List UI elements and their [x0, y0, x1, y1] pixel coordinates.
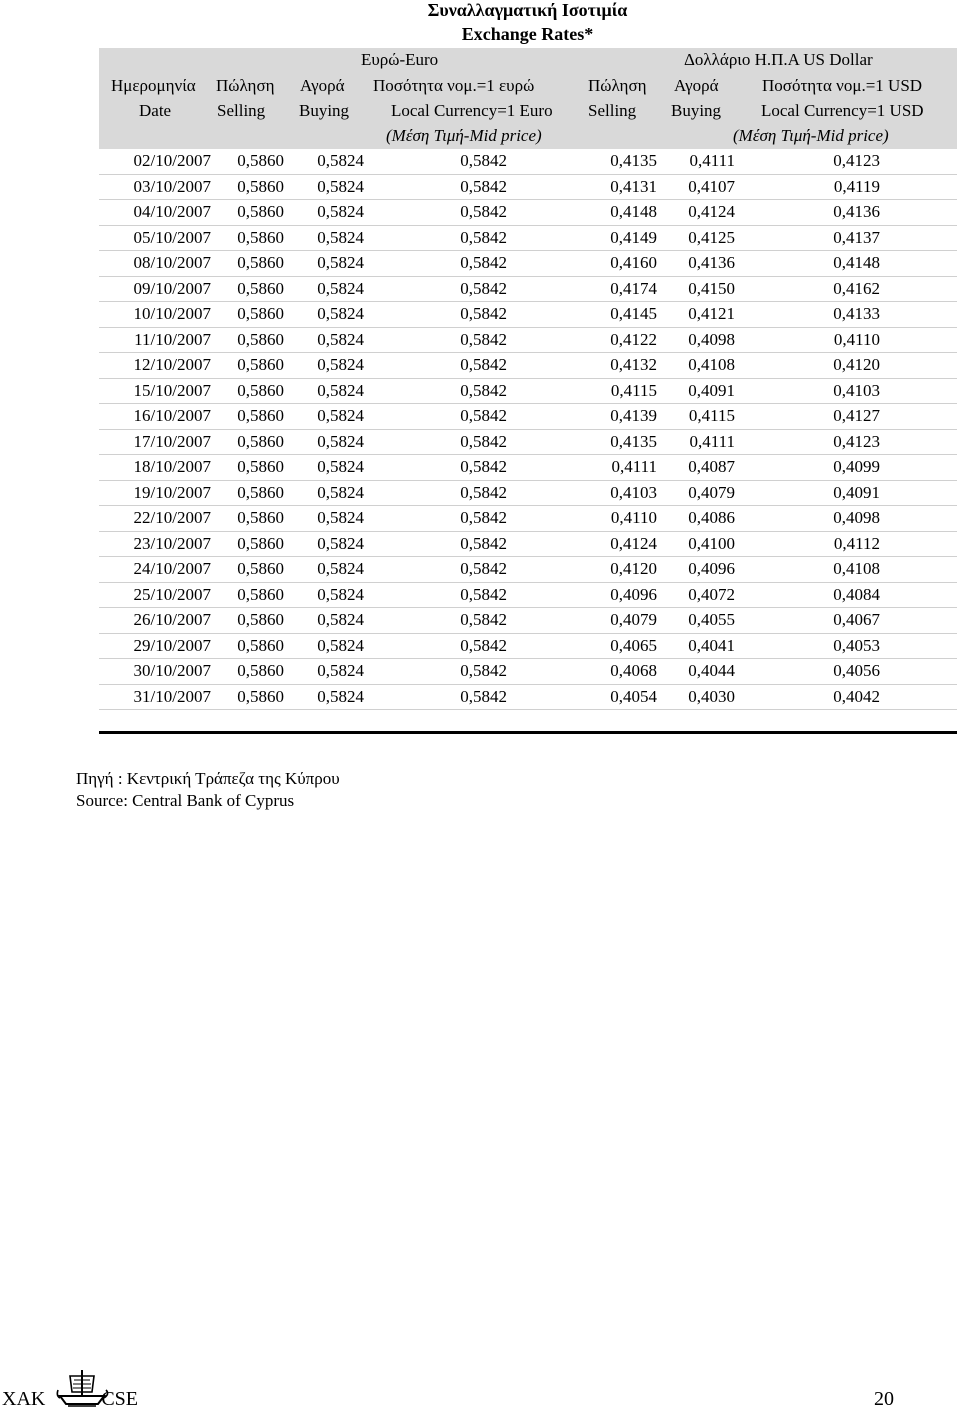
cell-euro-mid: 0,5842: [460, 610, 507, 629]
cell-usd-mid: 0,4108: [833, 559, 880, 578]
cell-euro-mid: 0,5842: [460, 304, 507, 323]
cell-euro-buying: 0,5824: [317, 304, 364, 323]
header-usd-mid-price: (Μέση Τιμή-Mid price): [733, 126, 889, 145]
cell-usd-selling: 0,4110: [610, 508, 657, 527]
cell-euro-mid: 0,5842: [460, 278, 507, 298]
header-usd-selling-gr: Πώληση: [588, 76, 647, 95]
header-date-gr: Ημερομηνία: [111, 76, 196, 95]
table-row: [99, 404, 957, 430]
cell-euro-selling: 0,5860: [237, 253, 284, 272]
cell-euro-mid: 0,5842: [460, 686, 507, 706]
cell-usd-buying: 0,4115: [688, 406, 735, 425]
cell-usd-selling: 0,4149: [610, 227, 657, 247]
cell-euro-buying: 0,5824: [317, 278, 364, 298]
cell-date: 30/10/2007: [133, 661, 211, 680]
cell-usd-buying: 0,4121: [688, 304, 735, 323]
header-usd-local-gr: Ποσότητα νομ.=1 USD: [762, 76, 923, 95]
cell-date: 22/10/2007: [133, 508, 211, 527]
cell-euro-buying: 0,5824: [317, 533, 364, 553]
table-row: [99, 608, 957, 634]
table-row: [99, 379, 957, 405]
cell-euro-selling: 0,5860: [237, 202, 284, 221]
cell-euro-buying: 0,5824: [317, 457, 364, 476]
footer-logo-text-right: CSE: [101, 1388, 139, 1410]
cell-usd-selling: 0,4115: [610, 380, 657, 400]
cell-euro-buying: 0,5824: [317, 559, 364, 578]
table-row: [99, 557, 957, 583]
cell-euro-selling: 0,5860: [237, 559, 284, 578]
table-row: [99, 583, 957, 609]
cell-usd-mid: 0,4110: [833, 329, 880, 349]
cell-euro-buying: 0,5824: [317, 661, 364, 680]
cell-euro-mid: 0,5842: [460, 457, 507, 476]
cell-usd-selling: 0,4079: [610, 610, 657, 629]
cell-usd-buying: 0,4041: [688, 635, 735, 655]
cell-euro-buying: 0,5824: [317, 610, 364, 629]
cell-usd-mid: 0,4162: [833, 278, 880, 298]
table-row: [99, 685, 957, 711]
cell-euro-selling: 0,5860: [237, 686, 284, 706]
ship-icon: [52, 1366, 112, 1410]
cell-date: 08/10/2007: [133, 253, 211, 272]
cell-usd-buying: 0,4111: [689, 431, 735, 451]
page-number: 20: [874, 1388, 894, 1410]
cell-date: 26/10/2007: [133, 610, 211, 629]
cell-usd-selling: 0,4135: [610, 151, 657, 170]
header-euro-mid-price: (Μέση Τιμή-Mid price): [386, 126, 542, 145]
cell-usd-mid: 0,4099: [833, 457, 880, 476]
cell-euro-selling: 0,5860: [237, 661, 284, 680]
cell-usd-mid: 0,4091: [833, 482, 880, 502]
cell-euro-mid: 0,5842: [460, 176, 507, 196]
cell-usd-buying: 0,4125: [688, 227, 735, 247]
cell-usd-selling: 0,4124: [610, 533, 657, 553]
cell-date: 05/10/2007: [133, 227, 211, 247]
table-row: [99, 430, 957, 456]
cell-euro-buying: 0,5824: [317, 635, 364, 655]
cell-euro-buying: 0,5824: [317, 176, 364, 196]
cell-date: 24/10/2007: [133, 559, 211, 578]
cell-usd-selling: 0,4135: [610, 431, 657, 451]
header-date-en: Date: [139, 101, 172, 120]
cell-euro-buying: 0,5824: [317, 329, 364, 349]
header-usd-local-en: Local Currency=1 USD: [761, 101, 924, 120]
cell-euro-mid: 0,5842: [460, 202, 507, 221]
cell-euro-buying: 0,5824: [317, 482, 364, 502]
cell-euro-buying: 0,5824: [317, 431, 364, 451]
table-bottom-rule: [99, 731, 957, 734]
cell-usd-mid: 0,4042: [833, 686, 880, 706]
table-row: [99, 200, 957, 226]
table-row: [99, 175, 957, 201]
cell-euro-mid: 0,5842: [460, 329, 507, 349]
cell-usd-mid: 0,4136: [833, 202, 880, 221]
table-row: [99, 532, 957, 558]
table-row: [99, 226, 957, 252]
cell-date: 03/10/2007: [133, 176, 211, 196]
cell-date: 15/10/2007: [133, 380, 211, 400]
cell-euro-selling: 0,5860: [237, 584, 284, 604]
cell-usd-buying: 0,4100: [688, 533, 735, 553]
cell-usd-buying: 0,4079: [688, 482, 735, 502]
cell-date: 25/10/2007: [133, 584, 211, 604]
cell-usd-selling: 0,4160: [610, 253, 657, 272]
cell-date: 18/10/2007: [133, 457, 211, 476]
cell-usd-mid: 0,4098: [833, 508, 880, 527]
cell-usd-buying: 0,4098: [688, 329, 735, 349]
cell-euro-buying: 0,5824: [317, 380, 364, 400]
cell-usd-selling: 0,4111: [611, 457, 657, 476]
cell-usd-buying: 0,4072: [688, 584, 735, 604]
table-row: [99, 659, 957, 685]
header-euro-local-gr: Ποσότητα νομ.=1 ευρώ: [373, 76, 535, 95]
cell-usd-mid: 0,4056: [833, 661, 880, 680]
cell-euro-mid: 0,5842: [460, 635, 507, 655]
cell-euro-selling: 0,5860: [237, 151, 284, 170]
table-row: [99, 277, 957, 303]
header-euro-selling-en: Selling: [217, 101, 266, 120]
cell-usd-selling: 0,4131: [610, 176, 657, 196]
cell-euro-selling: 0,5860: [237, 610, 284, 629]
cell-euro-selling: 0,5860: [237, 380, 284, 400]
cell-euro-selling: 0,5860: [237, 304, 284, 323]
cell-usd-mid: 0,4133: [833, 304, 880, 323]
usd-group-label: Δολλάριο Η.Π.Α US Dollar: [684, 50, 873, 69]
header-usd-buying-en: Buying: [671, 101, 722, 120]
cell-euro-mid: 0,5842: [460, 151, 507, 170]
cell-euro-selling: 0,5860: [237, 533, 284, 553]
cell-usd-buying: 0,4124: [688, 202, 735, 221]
cell-euro-selling: 0,5860: [237, 278, 284, 298]
cell-date: 23/10/2007: [133, 533, 211, 553]
cell-date: 09/10/2007: [133, 278, 211, 298]
cell-date: 04/10/2007: [133, 202, 211, 221]
cell-usd-selling: 0,4139: [610, 406, 657, 425]
cell-euro-mid: 0,5842: [460, 508, 507, 527]
cell-euro-selling: 0,5860: [237, 457, 284, 476]
table-row: [99, 353, 957, 379]
cell-usd-mid: 0,4127: [833, 406, 880, 425]
table-row: [99, 634, 957, 660]
title-english: Exchange Rates*: [461, 24, 594, 44]
cell-euro-mid: 0,5842: [460, 533, 507, 553]
cell-usd-selling: 0,4174: [610, 278, 657, 298]
cell-usd-mid: 0,4053: [833, 635, 880, 655]
cell-usd-mid: 0,4120: [833, 355, 880, 374]
cell-usd-selling: 0,4132: [610, 355, 657, 374]
cell-usd-buying: 0,4096: [688, 559, 735, 578]
cell-date: 10/10/2007: [133, 304, 211, 323]
cell-date: 11/10/2007: [134, 329, 211, 349]
cell-euro-selling: 0,5860: [237, 431, 284, 451]
table-row: [99, 328, 957, 354]
table-row: [99, 506, 957, 532]
cell-usd-mid: 0,4084: [833, 584, 880, 604]
cell-euro-mid: 0,5842: [460, 584, 507, 604]
table-row: [99, 149, 957, 175]
cell-usd-mid: 0,4103: [833, 380, 880, 400]
rates-table-body: [99, 149, 957, 710]
cell-date: 29/10/2007: [133, 635, 211, 655]
cell-euro-buying: 0,5824: [317, 227, 364, 247]
table-row: [99, 455, 957, 481]
cell-euro-buying: 0,5824: [317, 355, 364, 374]
cell-euro-buying: 0,5824: [317, 202, 364, 221]
cell-euro-selling: 0,5860: [237, 508, 284, 527]
header-usd-buying-gr: Αγορά: [674, 76, 719, 95]
cell-euro-buying: 0,5824: [317, 406, 364, 425]
cell-usd-selling: 0,4148: [610, 202, 657, 221]
cell-usd-selling: 0,4068: [610, 661, 657, 680]
cell-euro-mid: 0,5842: [460, 559, 507, 578]
cell-euro-selling: 0,5860: [237, 482, 284, 502]
cell-usd-buying: 0,4108: [688, 355, 735, 374]
cell-usd-buying: 0,4107: [688, 176, 735, 196]
cell-euro-mid: 0,5842: [460, 227, 507, 247]
cell-euro-selling: 0,5860: [237, 406, 284, 425]
cell-usd-mid: 0,4123: [833, 151, 880, 170]
cell-euro-buying: 0,5824: [317, 151, 364, 170]
cell-usd-selling: 0,4145: [610, 304, 657, 323]
cell-usd-buying: 0,4086: [688, 508, 735, 527]
cell-euro-selling: 0,5860: [237, 635, 284, 655]
header-euro-local-en: Local Currency=1 Euro: [391, 101, 553, 120]
cell-euro-mid: 0,5842: [460, 355, 507, 374]
cell-date: 31/10/2007: [133, 686, 211, 706]
cell-usd-buying: 0,4150: [688, 278, 735, 298]
cell-euro-selling: 0,5860: [237, 176, 284, 196]
cell-usd-buying: 0,4087: [688, 457, 735, 476]
source-greek: Πηγή : Κεντρική Τράπεζα της Κύπρου: [76, 769, 340, 788]
cell-euro-buying: 0,5824: [317, 253, 364, 272]
cell-date: 17/10/2007: [133, 431, 211, 451]
cell-usd-selling: 0,4054: [610, 686, 657, 706]
cell-usd-mid: 0,4137: [833, 227, 880, 247]
cell-usd-selling: 0,4096: [610, 584, 657, 604]
cell-date: 19/10/2007: [133, 482, 211, 502]
cell-euro-buying: 0,5824: [317, 584, 364, 604]
cell-usd-buying: 0,4091: [688, 380, 735, 400]
cell-euro-mid: 0,5842: [460, 253, 507, 272]
source-english: Source: Central Bank of Cyprus: [76, 791, 295, 810]
cell-usd-buying: 0,4111: [689, 151, 735, 170]
title-greek: Συναλλαγματική Ισοτιμία: [427, 0, 628, 20]
cell-usd-buying: 0,4030: [688, 686, 735, 706]
cell-euro-mid: 0,5842: [460, 431, 507, 451]
table-row: [99, 481, 957, 507]
cell-euro-selling: 0,5860: [237, 227, 284, 247]
cell-date: 12/10/2007: [133, 355, 211, 374]
cell-usd-buying: 0,4044: [688, 661, 735, 680]
header-euro-selling-gr: Πώληση: [216, 76, 275, 95]
cell-usd-selling: 0,4122: [610, 329, 657, 349]
cell-euro-buying: 0,5824: [317, 508, 364, 527]
table-header: [99, 48, 957, 149]
cell-usd-buying: 0,4055: [688, 610, 735, 629]
cell-date: 16/10/2007: [133, 406, 211, 425]
cell-usd-buying: 0,4136: [688, 253, 735, 272]
cell-euro-mid: 0,5842: [460, 661, 507, 680]
cell-usd-selling: 0,4103: [610, 482, 657, 502]
cell-euro-selling: 0,5860: [237, 329, 284, 349]
cell-usd-selling: 0,4120: [610, 559, 657, 578]
cell-usd-mid: 0,4148: [833, 253, 880, 272]
header-euro-buying-en: Buying: [299, 101, 350, 120]
table-row: [99, 302, 957, 328]
cell-date: 02/10/2007: [133, 151, 211, 170]
table-row: [99, 251, 957, 277]
cell-euro-buying: 0,5824: [317, 686, 364, 706]
euro-group-label: Ευρώ-Euro: [361, 50, 439, 69]
cell-usd-mid: 0,4112: [833, 533, 880, 553]
cell-usd-selling: 0,4065: [610, 635, 657, 655]
cell-euro-mid: 0,5842: [460, 380, 507, 400]
footer-logo-text-left: XAK: [2, 1388, 46, 1410]
cell-euro-mid: 0,5842: [460, 406, 507, 425]
cell-euro-selling: 0,5860: [237, 355, 284, 374]
cell-usd-mid: 0,4067: [833, 610, 880, 629]
cell-usd-mid: 0,4123: [833, 431, 880, 451]
header-usd-selling-en: Selling: [588, 101, 637, 120]
header-euro-buying-gr: Αγορά: [300, 76, 345, 95]
cell-euro-mid: 0,5842: [460, 482, 507, 502]
cell-usd-mid: 0,4119: [833, 176, 880, 196]
